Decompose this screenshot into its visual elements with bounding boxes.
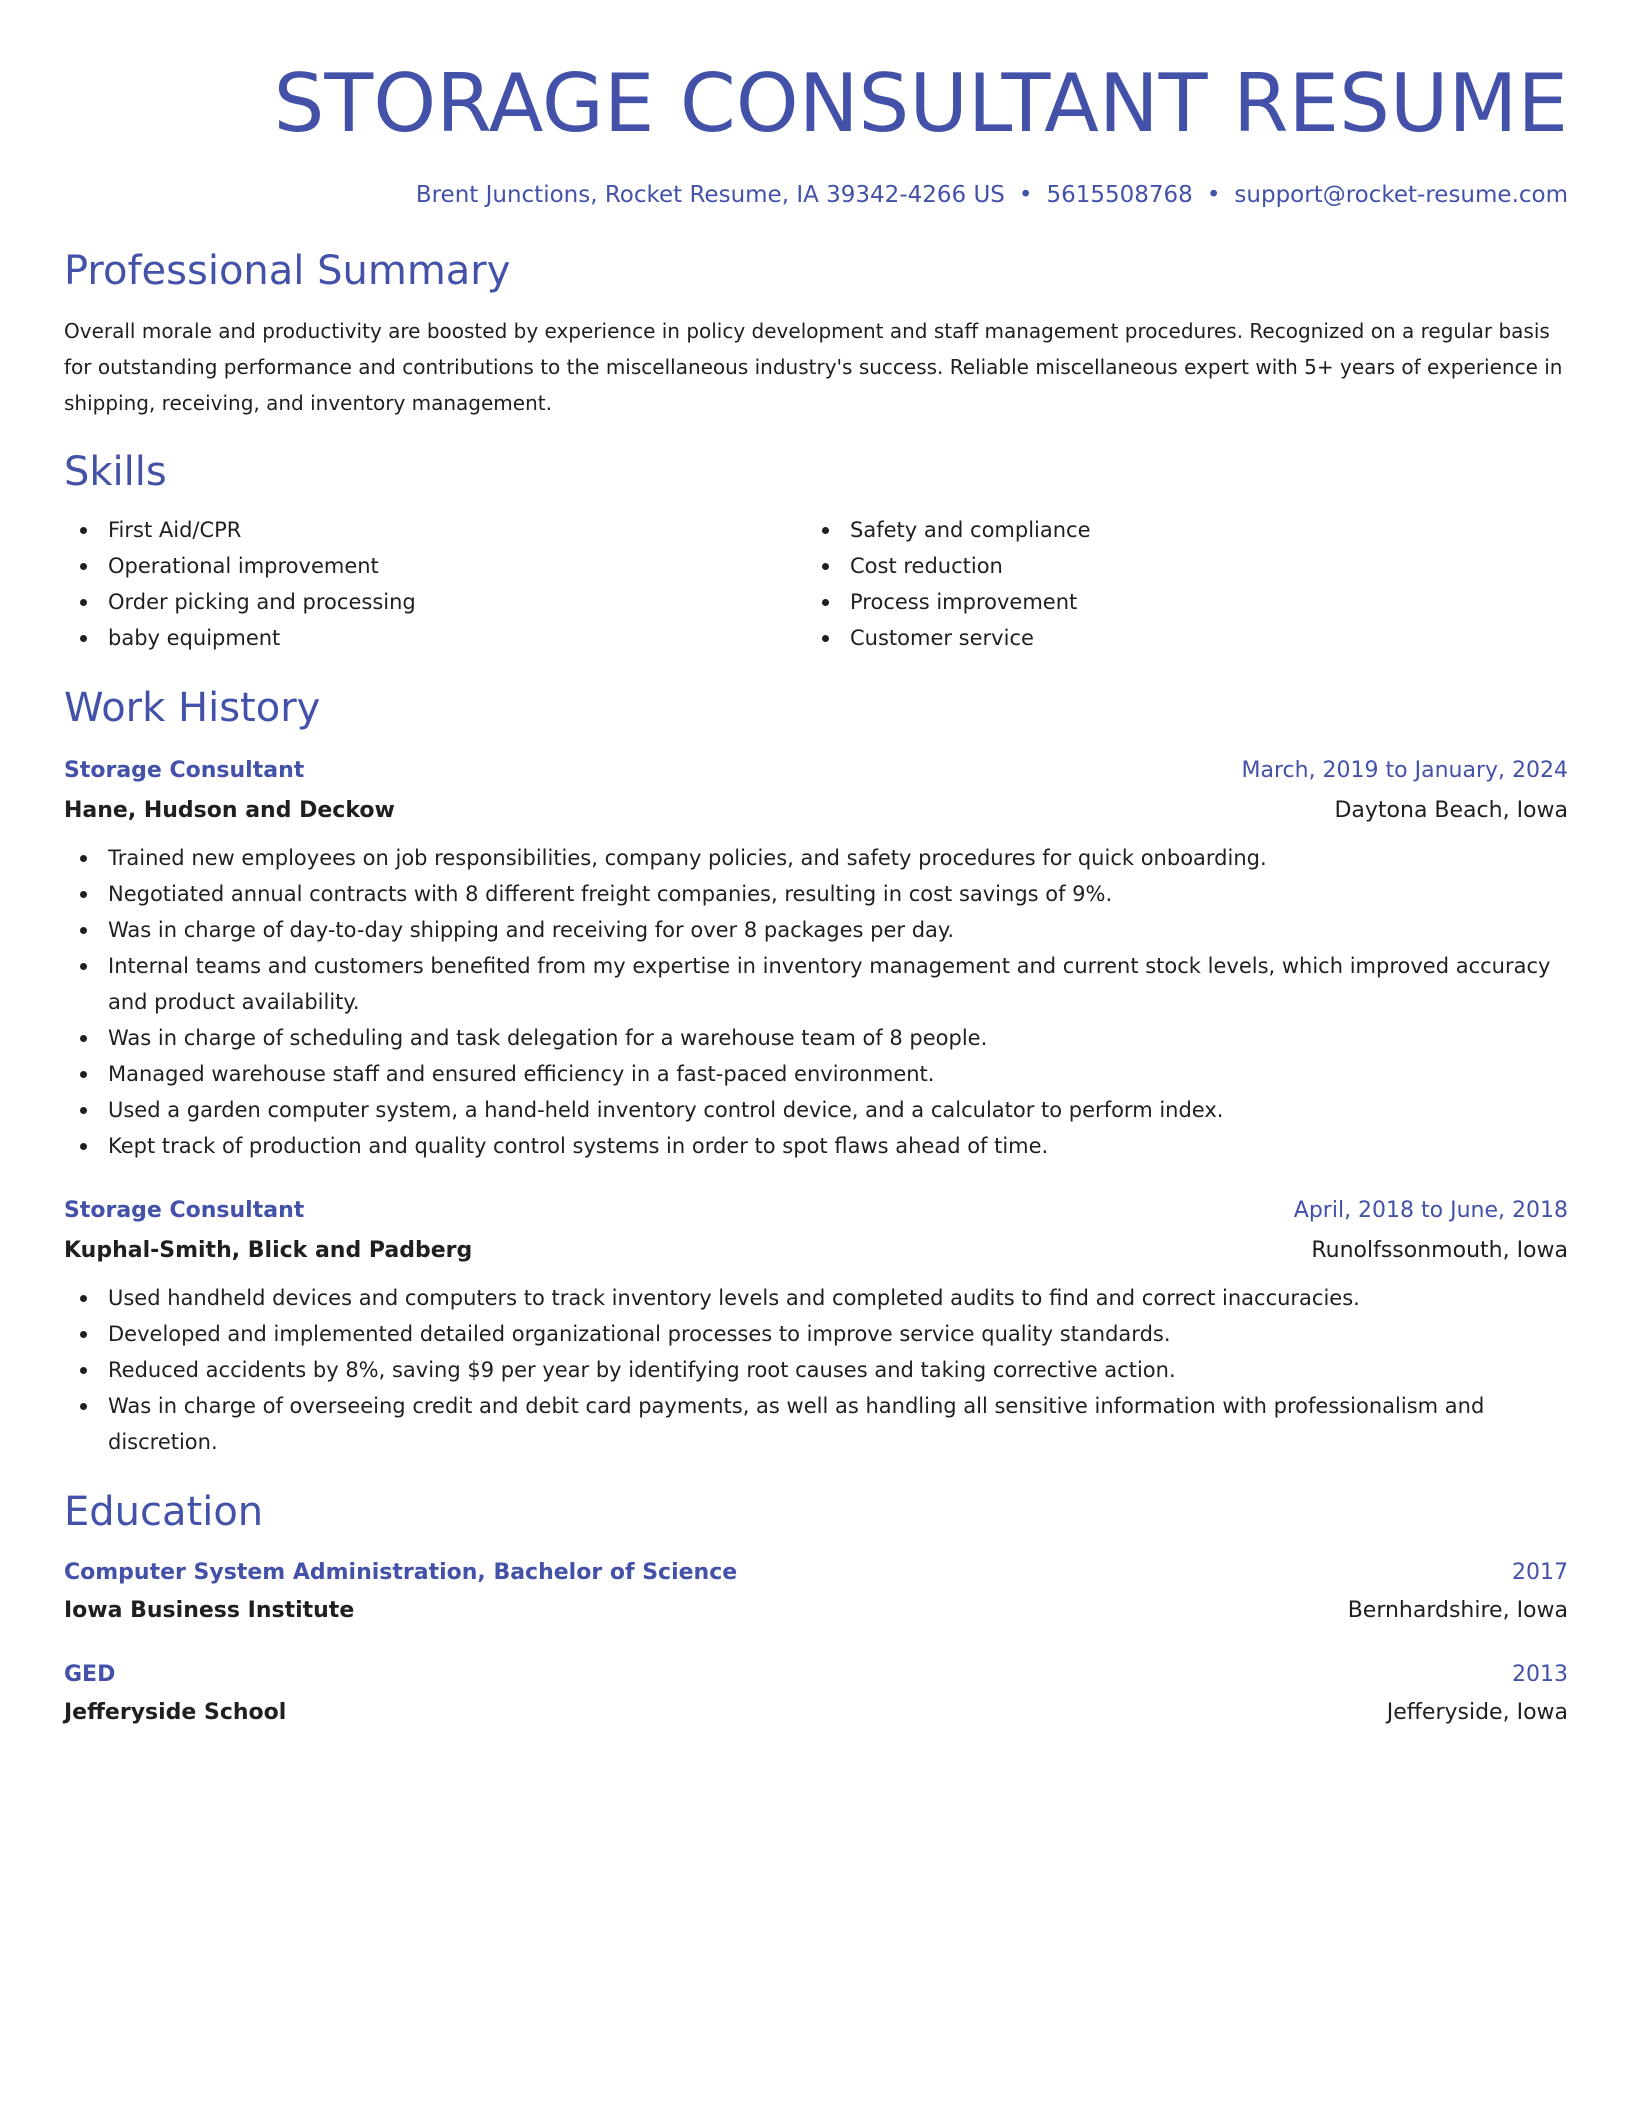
job-location: Daytona Beach, Iowa (1334, 798, 1568, 823)
education-heading: Education (64, 1489, 264, 1535)
contact-line (64, 180, 1568, 210)
education-header (64, 1558, 1568, 1588)
education-school: Iowa Business Institute (64, 1598, 355, 1623)
job-bullets (64, 840, 1568, 1164)
skill-item: Cost reduction (806, 548, 1568, 584)
job-header (64, 1196, 1568, 1226)
skill-item: Operational improvement (64, 548, 806, 584)
education-entry (64, 1660, 1568, 1728)
job-bullets (64, 1280, 1568, 1460)
job-bullet: Used a garden computer system, a hand-held inventory control device, and a calculator to perform index. (64, 1092, 1568, 1128)
job-bullet: Internal teams and customers benefited from my expertise in inventory management and current stock levels, which improved accuracy and product availability. (64, 948, 1568, 1020)
job-bullet: Developed and implemented detailed organizational processes to improve service quality standards. (64, 1316, 1568, 1352)
skill-item: Safety and compliance (806, 512, 1568, 548)
skill-item: baby equipment (64, 620, 806, 656)
education-location: Bernhardshire, Iowa (1347, 1598, 1568, 1623)
education-year: 2017 (1512, 1560, 1568, 1585)
skill-item: Process improvement (806, 584, 1568, 620)
contact-separator: • (1206, 182, 1221, 208)
job-company: Hane, Hudson and Deckow (64, 798, 395, 823)
resume-page (64, 0, 1568, 1728)
job-dates: April, 2018 to June, 2018 (1293, 1198, 1568, 1223)
job-subheader (64, 796, 1568, 826)
job-location: Runolfssonmouth, Iowa (1311, 1238, 1568, 1263)
job-bullet: Reduced accidents by 8%, saving $9 per year by identifying root causes and taking corrective action. (64, 1352, 1568, 1388)
skills-list (64, 512, 1568, 656)
contact-address: Brent Junctions, Rocket Resume, IA 39342-4266 US (415, 182, 1005, 208)
skill-item: First Aid/CPR (64, 512, 806, 548)
contact-email[interactable]: support@rocket-resume.com (1234, 182, 1568, 208)
skill-item: Customer service (806, 620, 1568, 656)
education-year: 2013 (1512, 1662, 1568, 1687)
job-subheader (64, 1236, 1568, 1266)
education-school: Jefferyside School (64, 1700, 287, 1725)
education-location: Jefferyside, Iowa (1386, 1700, 1568, 1725)
job-bullet: Negotiated annual contracts with 8 different freight companies, resulting in cost savings of 9%. (64, 876, 1568, 912)
job-bullet: Trained new employees on job responsibilities, company policies, and safety procedures for quick onboarding. (64, 840, 1568, 876)
resume-title: STORAGE CONSULTANT RESUME (273, 57, 1568, 150)
skills-heading: Skills (64, 449, 167, 495)
job-bullet: Kept track of production and quality control systems in order to spot flaws ahead of time. (64, 1128, 1568, 1164)
job-entry (64, 1196, 1568, 1460)
job-bullet: Was in charge of overseeing credit and debit card payments, as well as handling all sensitive information with professionalism and discretion. (64, 1388, 1568, 1460)
education-degree: Computer System Administration, Bachelor of Science (64, 1560, 738, 1585)
job-bullet: Used handheld devices and computers to track inventory levels and completed audits to find and correct inaccuracies. (64, 1280, 1568, 1316)
summary-text: Overall morale and productivity are boosted by experience in policy development and staff management procedures. Recognized on a regular basis for outstanding performance and contributions to the miscellaneous industry's success. Reliable miscellaneous expert with 5+ years of experience in shipping, receiving, and inventory management. (64, 319, 1563, 415)
skill-item: Order picking and processing (64, 584, 806, 620)
job-entry (64, 756, 1568, 1164)
job-header (64, 756, 1568, 786)
work-heading: Work History (64, 685, 321, 731)
contact-phone: 5615508768 (1046, 182, 1193, 208)
contact-separator: • (1018, 182, 1033, 208)
education-subheader (64, 1596, 1568, 1626)
skills-column-left (64, 512, 806, 656)
job-title: Storage Consultant (64, 758, 305, 783)
education-degree: GED (64, 1662, 116, 1687)
education-entry (64, 1558, 1568, 1626)
summary-heading: Professional Summary (64, 248, 511, 294)
job-bullet: Was in charge of day-to-day shipping and receiving for over 8 packages per day. (64, 912, 1568, 948)
job-bullet: Was in charge of scheduling and task delegation for a warehouse team of 8 people. (64, 1020, 1568, 1056)
education-header (64, 1660, 1568, 1690)
job-bullet: Managed warehouse staff and ensured efficiency in a fast-paced environment. (64, 1056, 1568, 1092)
skills-column-right (806, 512, 1568, 656)
job-dates: March, 2019 to January, 2024 (1241, 758, 1568, 783)
job-company: Kuphal-Smith, Blick and Padberg (64, 1238, 473, 1263)
job-title: Storage Consultant (64, 1198, 305, 1223)
education-subheader (64, 1698, 1568, 1728)
